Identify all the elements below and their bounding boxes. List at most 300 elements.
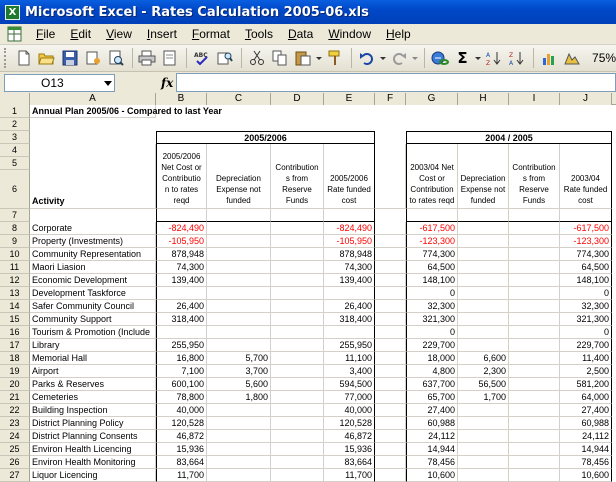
value-cell-j[interactable]: 24,112 (560, 430, 612, 443)
value-cell-e[interactable]: 3,400 (324, 365, 375, 378)
value-cell-i[interactable] (509, 456, 560, 469)
value-cell-h[interactable] (458, 222, 509, 235)
value-cell-d[interactable] (271, 313, 324, 326)
value-cell-d[interactable] (271, 352, 324, 365)
activity-header[interactable]: Activity (30, 144, 156, 209)
value-cell-g[interactable]: 0 (406, 287, 458, 300)
value-cell-i[interactable] (509, 300, 560, 313)
row-header[interactable]: 4 (0, 144, 30, 157)
col-i-header[interactable]: Contribution s from Reserve Funds (509, 144, 560, 209)
value-cell-g[interactable]: 78,456 (406, 456, 458, 469)
value-cell-h[interactable]: 6,600 (458, 352, 509, 365)
column-header-h[interactable]: H (458, 93, 509, 105)
value-cell-g[interactable]: 24,112 (406, 430, 458, 443)
value-cell-b[interactable]: -824,490 (156, 222, 207, 235)
value-cell-h[interactable] (458, 326, 509, 339)
row-header[interactable]: 2 (0, 118, 30, 131)
print-preview-page-icon[interactable] (159, 47, 181, 69)
paste-dropdown-icon[interactable] (315, 47, 323, 69)
copy-icon[interactable] (269, 47, 291, 69)
value-cell-d[interactable] (271, 443, 324, 456)
value-cell-c[interactable] (207, 430, 271, 443)
value-cell-i[interactable] (509, 391, 560, 404)
value-cell-e[interactable]: 26,400 (324, 300, 375, 313)
value-cell-f[interactable] (375, 456, 406, 469)
activity-cell[interactable]: Economic Development (30, 274, 156, 287)
value-cell-f[interactable] (375, 469, 406, 482)
value-cell-h[interactable] (458, 430, 509, 443)
menu-view[interactable]: View (106, 27, 132, 41)
value-cell-h[interactable] (458, 456, 509, 469)
value-cell-e[interactable]: 120,528 (324, 417, 375, 430)
spacer-cell[interactable] (324, 209, 375, 222)
select-all-corner[interactable] (0, 93, 30, 105)
value-cell-f[interactable] (375, 404, 406, 417)
menu-edit[interactable]: Edit (70, 27, 92, 41)
value-cell-i[interactable] (509, 287, 560, 300)
value-cell-c[interactable] (207, 248, 271, 261)
value-cell-b[interactable]: -105,950 (156, 235, 207, 248)
row-header[interactable]: 19 (0, 365, 30, 378)
menu-insert[interactable]: Insert (146, 27, 177, 41)
row-header[interactable]: 8 (0, 222, 30, 235)
value-cell-j[interactable]: 78,456 (560, 456, 612, 469)
value-cell-e[interactable]: 318,400 (324, 313, 375, 326)
row-header[interactable]: 23 (0, 417, 30, 430)
value-cell-b[interactable]: 16,800 (156, 352, 207, 365)
column-header-c[interactable]: C (207, 93, 271, 105)
row-header[interactable]: 12 (0, 274, 30, 287)
value-cell-j[interactable]: 27,400 (560, 404, 612, 417)
value-cell-b[interactable]: 40,000 (156, 404, 207, 417)
value-cell-d[interactable] (271, 274, 324, 287)
value-cell-j[interactable]: 774,300 (560, 248, 612, 261)
value-cell-d[interactable] (271, 235, 324, 248)
new-icon[interactable] (13, 47, 35, 69)
value-cell-e[interactable]: 11,700 (324, 469, 375, 482)
value-cell-d[interactable] (271, 287, 324, 300)
value-cell-d[interactable] (271, 300, 324, 313)
value-cell-j[interactable]: -123,300 (560, 235, 612, 248)
value-cell-b[interactable]: 78,800 (156, 391, 207, 404)
activity-cell[interactable]: Environ Health Monitoring (30, 456, 156, 469)
row-header[interactable]: 10 (0, 248, 30, 261)
print-preview-icon[interactable] (105, 47, 127, 69)
value-cell-j[interactable]: 229,700 (560, 339, 612, 352)
sheet-title-cell[interactable]: Annual Plan 2005/06 - Compared to last Year (32, 106, 222, 116)
activity-cell[interactable]: Corporate (30, 222, 156, 235)
value-cell-b[interactable]: 11,700 (156, 469, 207, 482)
value-cell-f[interactable] (375, 235, 406, 248)
row-header[interactable]: 20 (0, 378, 30, 391)
value-cell-f[interactable] (375, 326, 406, 339)
value-cell-g[interactable]: 4,800 (406, 365, 458, 378)
print-icon[interactable] (137, 47, 159, 69)
value-cell-j[interactable]: 581,200 (560, 378, 612, 391)
activity-cell[interactable]: Airport (30, 365, 156, 378)
value-cell-d[interactable] (271, 404, 324, 417)
value-cell-c[interactable]: 1,800 (207, 391, 271, 404)
row-header[interactable]: 11 (0, 261, 30, 274)
spacer-cell[interactable] (156, 209, 207, 222)
value-cell-b[interactable]: 74,300 (156, 261, 207, 274)
activity-cell[interactable]: Tourism & Promotion (Include (30, 326, 156, 339)
row-header[interactable]: 7 (0, 209, 30, 222)
zoom-select[interactable] (592, 51, 616, 65)
spacer-cell[interactable] (458, 209, 509, 222)
permission-icon[interactable] (82, 47, 104, 69)
autosum-dropdown-icon[interactable] (474, 47, 482, 69)
menu-window[interactable]: Window (328, 27, 371, 41)
value-cell-e[interactable]: 40,000 (324, 404, 375, 417)
value-cell-g[interactable]: 60,988 (406, 417, 458, 430)
value-cell-j[interactable]: 11,400 (560, 352, 612, 365)
value-cell-e[interactable]: 74,300 (324, 261, 375, 274)
value-cell-b[interactable]: 46,872 (156, 430, 207, 443)
value-cell-g[interactable]: 637,700 (406, 378, 458, 391)
activity-cell[interactable]: Community Representation (30, 248, 156, 261)
spacer-cell[interactable] (207, 209, 271, 222)
value-cell-j[interactable]: 148,100 (560, 274, 612, 287)
col-c-header[interactable]: Depreciation Expense not funded (207, 144, 271, 209)
value-cell-f[interactable] (375, 391, 406, 404)
value-cell-c[interactable] (207, 222, 271, 235)
value-cell-d[interactable] (271, 417, 324, 430)
row-header[interactable]: 21 (0, 391, 30, 404)
value-cell-h[interactable]: 1,700 (458, 391, 509, 404)
value-cell-e[interactable]: 46,872 (324, 430, 375, 443)
value-cell-c[interactable]: 3,700 (207, 365, 271, 378)
value-cell-j[interactable]: -617,500 (560, 222, 612, 235)
activity-cell[interactable]: Community Support (30, 313, 156, 326)
value-cell-f[interactable] (375, 287, 406, 300)
value-cell-d[interactable] (271, 391, 324, 404)
cut-icon[interactable] (246, 47, 268, 69)
column-header-e[interactable]: E (324, 93, 375, 105)
value-cell-b[interactable]: 120,528 (156, 417, 207, 430)
row-header[interactable]: 13 (0, 287, 30, 300)
value-cell-i[interactable] (509, 222, 560, 235)
value-cell-b[interactable]: 600,100 (156, 378, 207, 391)
value-cell-e[interactable]: -824,490 (324, 222, 375, 235)
value-cell-f[interactable] (375, 300, 406, 313)
activity-cell[interactable]: Safer Community Council (30, 300, 156, 313)
value-cell-g[interactable]: 10,600 (406, 469, 458, 482)
value-cell-e[interactable]: 139,400 (324, 274, 375, 287)
value-cell-g[interactable]: 18,000 (406, 352, 458, 365)
value-cell-j[interactable]: 321,300 (560, 313, 612, 326)
value-cell-f[interactable] (375, 248, 406, 261)
value-cell-i[interactable] (509, 339, 560, 352)
value-cell-i[interactable] (509, 352, 560, 365)
worksheet-grid[interactable] (0, 93, 616, 480)
value-cell-c[interactable] (207, 404, 271, 417)
value-cell-g[interactable]: 64,500 (406, 261, 458, 274)
value-cell-g[interactable]: 27,400 (406, 404, 458, 417)
value-cell-c[interactable] (207, 456, 271, 469)
col-d-header[interactable]: Contribution s from Reserve Funds (271, 144, 324, 209)
row-header[interactable]: 14 (0, 300, 30, 313)
value-cell-j[interactable]: 2,500 (560, 365, 612, 378)
value-cell-e[interactable] (324, 287, 375, 300)
activity-cell[interactable]: Property (Investments) (30, 235, 156, 248)
value-cell-i[interactable] (509, 313, 560, 326)
row-header[interactable]: 26 (0, 456, 30, 469)
menu-format[interactable]: Format (191, 27, 230, 41)
column-header-a[interactable]: A (30, 93, 156, 105)
value-cell-b[interactable]: 7,100 (156, 365, 207, 378)
col-h-header[interactable]: Depreciation Expense not funded (458, 144, 509, 209)
row-header[interactable]: 5 (0, 157, 30, 170)
col-b-header[interactable]: 2005/2006 Net Cost or Contributio n to rates reqd (156, 144, 207, 209)
value-cell-b[interactable]: 139,400 (156, 274, 207, 287)
value-cell-i[interactable] (509, 248, 560, 261)
value-cell-e[interactable]: 83,664 (324, 456, 375, 469)
value-cell-h[interactable] (458, 404, 509, 417)
workbook-icon[interactable] (6, 26, 24, 42)
menu-file[interactable]: File (36, 27, 56, 41)
value-cell-h[interactable] (458, 235, 509, 248)
value-cell-h[interactable] (458, 469, 509, 482)
value-cell-e[interactable]: 878,948 (324, 248, 375, 261)
value-cell-g[interactable]: 65,700 (406, 391, 458, 404)
value-cell-j[interactable]: 14,944 (560, 443, 612, 456)
formula-input[interactable] (176, 73, 616, 92)
value-cell-e[interactable] (324, 326, 375, 339)
hyperlink-icon[interactable] (429, 47, 451, 69)
value-cell-d[interactable] (271, 456, 324, 469)
value-cell-c[interactable] (207, 339, 271, 352)
value-cell-f[interactable] (375, 222, 406, 235)
value-cell-f[interactable] (375, 261, 406, 274)
row-header[interactable]: 17 (0, 339, 30, 352)
value-cell-h[interactable]: 56,500 (458, 378, 509, 391)
value-cell-i[interactable] (509, 365, 560, 378)
value-cell-d[interactable] (271, 248, 324, 261)
open-icon[interactable] (36, 47, 58, 69)
value-cell-i[interactable] (509, 274, 560, 287)
row-header[interactable]: 6 (0, 170, 30, 209)
row-header[interactable]: 15 (0, 313, 30, 326)
value-cell-f[interactable] (375, 365, 406, 378)
value-cell-j[interactable]: 32,300 (560, 300, 612, 313)
row-header[interactable]: 25 (0, 443, 30, 456)
format-painter-icon[interactable] (324, 47, 346, 69)
value-cell-i[interactable] (509, 469, 560, 482)
value-cell-c[interactable] (207, 326, 271, 339)
value-cell-i[interactable] (509, 443, 560, 456)
value-cell-e[interactable]: 11,100 (324, 352, 375, 365)
chart-wizard-icon[interactable] (538, 47, 560, 69)
value-cell-j[interactable]: 64,000 (560, 391, 612, 404)
col-e-header[interactable]: 2005/2006 Rate funded cost (324, 144, 375, 209)
value-cell-c[interactable] (207, 417, 271, 430)
value-cell-g[interactable]: 14,944 (406, 443, 458, 456)
value-cell-f[interactable] (375, 443, 406, 456)
value-cell-i[interactable] (509, 261, 560, 274)
value-cell-j[interactable]: 0 (560, 326, 612, 339)
value-cell-b[interactable]: 26,400 (156, 300, 207, 313)
sort-descending-icon[interactable] (506, 47, 528, 69)
column-header-f[interactable]: F (375, 93, 406, 105)
value-cell-i[interactable] (509, 235, 560, 248)
undo-dropdown-icon[interactable] (379, 47, 387, 69)
row-header[interactable]: 18 (0, 352, 30, 365)
row-header[interactable]: 27 (0, 469, 30, 482)
value-cell-h[interactable] (458, 287, 509, 300)
value-cell-h[interactable] (458, 248, 509, 261)
row-header[interactable]: 22 (0, 404, 30, 417)
column-header-g[interactable]: G (406, 93, 458, 105)
value-cell-g[interactable]: -123,300 (406, 235, 458, 248)
value-cell-f[interactable] (375, 430, 406, 443)
name-box[interactable] (4, 74, 115, 92)
value-cell-c[interactable] (207, 469, 271, 482)
undo-icon[interactable] (356, 47, 378, 69)
value-cell-e[interactable]: 77,000 (324, 391, 375, 404)
value-cell-h[interactable] (458, 274, 509, 287)
value-cell-d[interactable] (271, 222, 324, 235)
value-cell-h[interactable] (458, 261, 509, 274)
excel-app-icon[interactable]: X (5, 5, 20, 20)
redo-icon[interactable] (388, 47, 410, 69)
value-cell-b[interactable] (156, 326, 207, 339)
row-header[interactable]: 16 (0, 326, 30, 339)
row-header[interactable]: 3 (0, 131, 30, 144)
value-cell-g[interactable]: 0 (406, 326, 458, 339)
activity-cell[interactable]: District Planning Consents (30, 430, 156, 443)
spacer-cell[interactable] (560, 209, 612, 222)
activity-cell[interactable]: Liquor Licencing (30, 469, 156, 482)
chevron-down-icon[interactable] (104, 81, 112, 86)
value-cell-h[interactable] (458, 443, 509, 456)
value-cell-f[interactable] (375, 313, 406, 326)
value-cell-d[interactable] (271, 378, 324, 391)
spacer-cell[interactable] (271, 209, 324, 222)
spelling-icon[interactable] (191, 47, 213, 69)
save-icon[interactable] (59, 47, 81, 69)
value-cell-c[interactable] (207, 274, 271, 287)
sort-ascending-icon[interactable] (483, 47, 505, 69)
value-cell-b[interactable]: 83,664 (156, 456, 207, 469)
value-cell-d[interactable] (271, 261, 324, 274)
value-cell-i[interactable] (509, 404, 560, 417)
toolbar-grip[interactable] (4, 48, 7, 68)
activity-cell[interactable]: Parks & Reserves (30, 378, 156, 391)
redo-dropdown-icon[interactable] (411, 47, 419, 69)
value-cell-j[interactable]: 60,988 (560, 417, 612, 430)
value-cell-c[interactable]: 5,600 (207, 378, 271, 391)
value-cell-d[interactable] (271, 430, 324, 443)
value-cell-b[interactable] (156, 287, 207, 300)
activity-cell[interactable]: Building Inspection (30, 404, 156, 417)
value-cell-h[interactable] (458, 313, 509, 326)
row-header[interactable]: 24 (0, 430, 30, 443)
col-g-header[interactable]: 2003/04 Net Cost or Contribution to rates reqd (406, 144, 458, 209)
value-cell-b[interactable]: 15,936 (156, 443, 207, 456)
value-cell-f[interactable] (375, 352, 406, 365)
autosum-icon[interactable]: Σ (457, 49, 468, 67)
col-f-header[interactable] (375, 144, 406, 209)
column-header-b[interactable]: B (156, 93, 207, 105)
activity-cell[interactable]: Environ Health Licencing (30, 443, 156, 456)
value-cell-c[interactable] (207, 443, 271, 456)
value-cell-d[interactable] (271, 365, 324, 378)
value-cell-h[interactable] (458, 417, 509, 430)
col-j-header[interactable]: 2003/04 Rate funded cost (560, 144, 612, 209)
value-cell-b[interactable]: 318,400 (156, 313, 207, 326)
value-cell-g[interactable]: 32,300 (406, 300, 458, 313)
activity-cell[interactable]: Memorial Hall (30, 352, 156, 365)
value-cell-g[interactable]: 148,100 (406, 274, 458, 287)
paste-icon[interactable] (292, 47, 314, 69)
value-cell-c[interactable] (207, 300, 271, 313)
value-cell-g[interactable]: 321,300 (406, 313, 458, 326)
insert-function-icon[interactable]: fx (161, 75, 174, 90)
value-cell-j[interactable]: 0 (560, 287, 612, 300)
value-cell-h[interactable]: 2,300 (458, 365, 509, 378)
activity-cell[interactable]: Maori Liasion (30, 261, 156, 274)
activity-cell[interactable]: Cemeteries (30, 391, 156, 404)
value-cell-e[interactable]: -105,950 (324, 235, 375, 248)
value-cell-j[interactable]: 64,500 (560, 261, 612, 274)
column-header-d[interactable]: D (271, 93, 324, 105)
research-icon[interactable] (214, 47, 236, 69)
menu-help[interactable]: Help (386, 27, 411, 41)
menu-tools[interactable]: Tools (244, 27, 273, 41)
spacer-cell[interactable] (509, 209, 560, 222)
value-cell-c[interactable]: 5,700 (207, 352, 271, 365)
value-cell-i[interactable] (509, 430, 560, 443)
value-cell-d[interactable] (271, 326, 324, 339)
value-cell-c[interactable] (207, 313, 271, 326)
value-cell-c[interactable] (207, 261, 271, 274)
value-cell-h[interactable] (458, 300, 509, 313)
value-cell-b[interactable]: 878,948 (156, 248, 207, 261)
spacer-cell[interactable] (406, 209, 458, 222)
value-cell-i[interactable] (509, 417, 560, 430)
value-cell-c[interactable] (207, 287, 271, 300)
value-cell-b[interactable]: 255,950 (156, 339, 207, 352)
value-cell-d[interactable] (271, 469, 324, 482)
value-cell-c[interactable] (207, 235, 271, 248)
value-cell-e[interactable]: 255,950 (324, 339, 375, 352)
column-header-j[interactable]: J (560, 93, 612, 105)
value-cell-j[interactable]: 10,600 (560, 469, 612, 482)
value-cell-g[interactable]: -617,500 (406, 222, 458, 235)
group-header-2005[interactable]: 2005/2006 (156, 131, 375, 144)
row-header[interactable]: 1 (0, 105, 30, 118)
menu-data[interactable]: Data (287, 27, 314, 41)
value-cell-i[interactable] (509, 378, 560, 391)
value-cell-e[interactable]: 594,500 (324, 378, 375, 391)
value-cell-h[interactable] (458, 339, 509, 352)
value-cell-g[interactable]: 229,700 (406, 339, 458, 352)
value-cell-d[interactable] (271, 339, 324, 352)
group-header-2004[interactable]: 2004 / 2005 (406, 131, 612, 144)
value-cell-e[interactable]: 15,936 (324, 443, 375, 456)
value-cell-f[interactable] (375, 378, 406, 391)
activity-cell[interactable]: Development Taskforce (30, 287, 156, 300)
value-cell-f[interactable] (375, 339, 406, 352)
value-cell-f[interactable] (375, 417, 406, 430)
value-cell-g[interactable]: 774,300 (406, 248, 458, 261)
activity-cell[interactable]: District Planning Policy (30, 417, 156, 430)
value-cell-i[interactable] (509, 326, 560, 339)
column-header-i[interactable]: I (509, 93, 560, 105)
row-header[interactable]: 9 (0, 235, 30, 248)
drawing-icon[interactable] (561, 47, 583, 69)
